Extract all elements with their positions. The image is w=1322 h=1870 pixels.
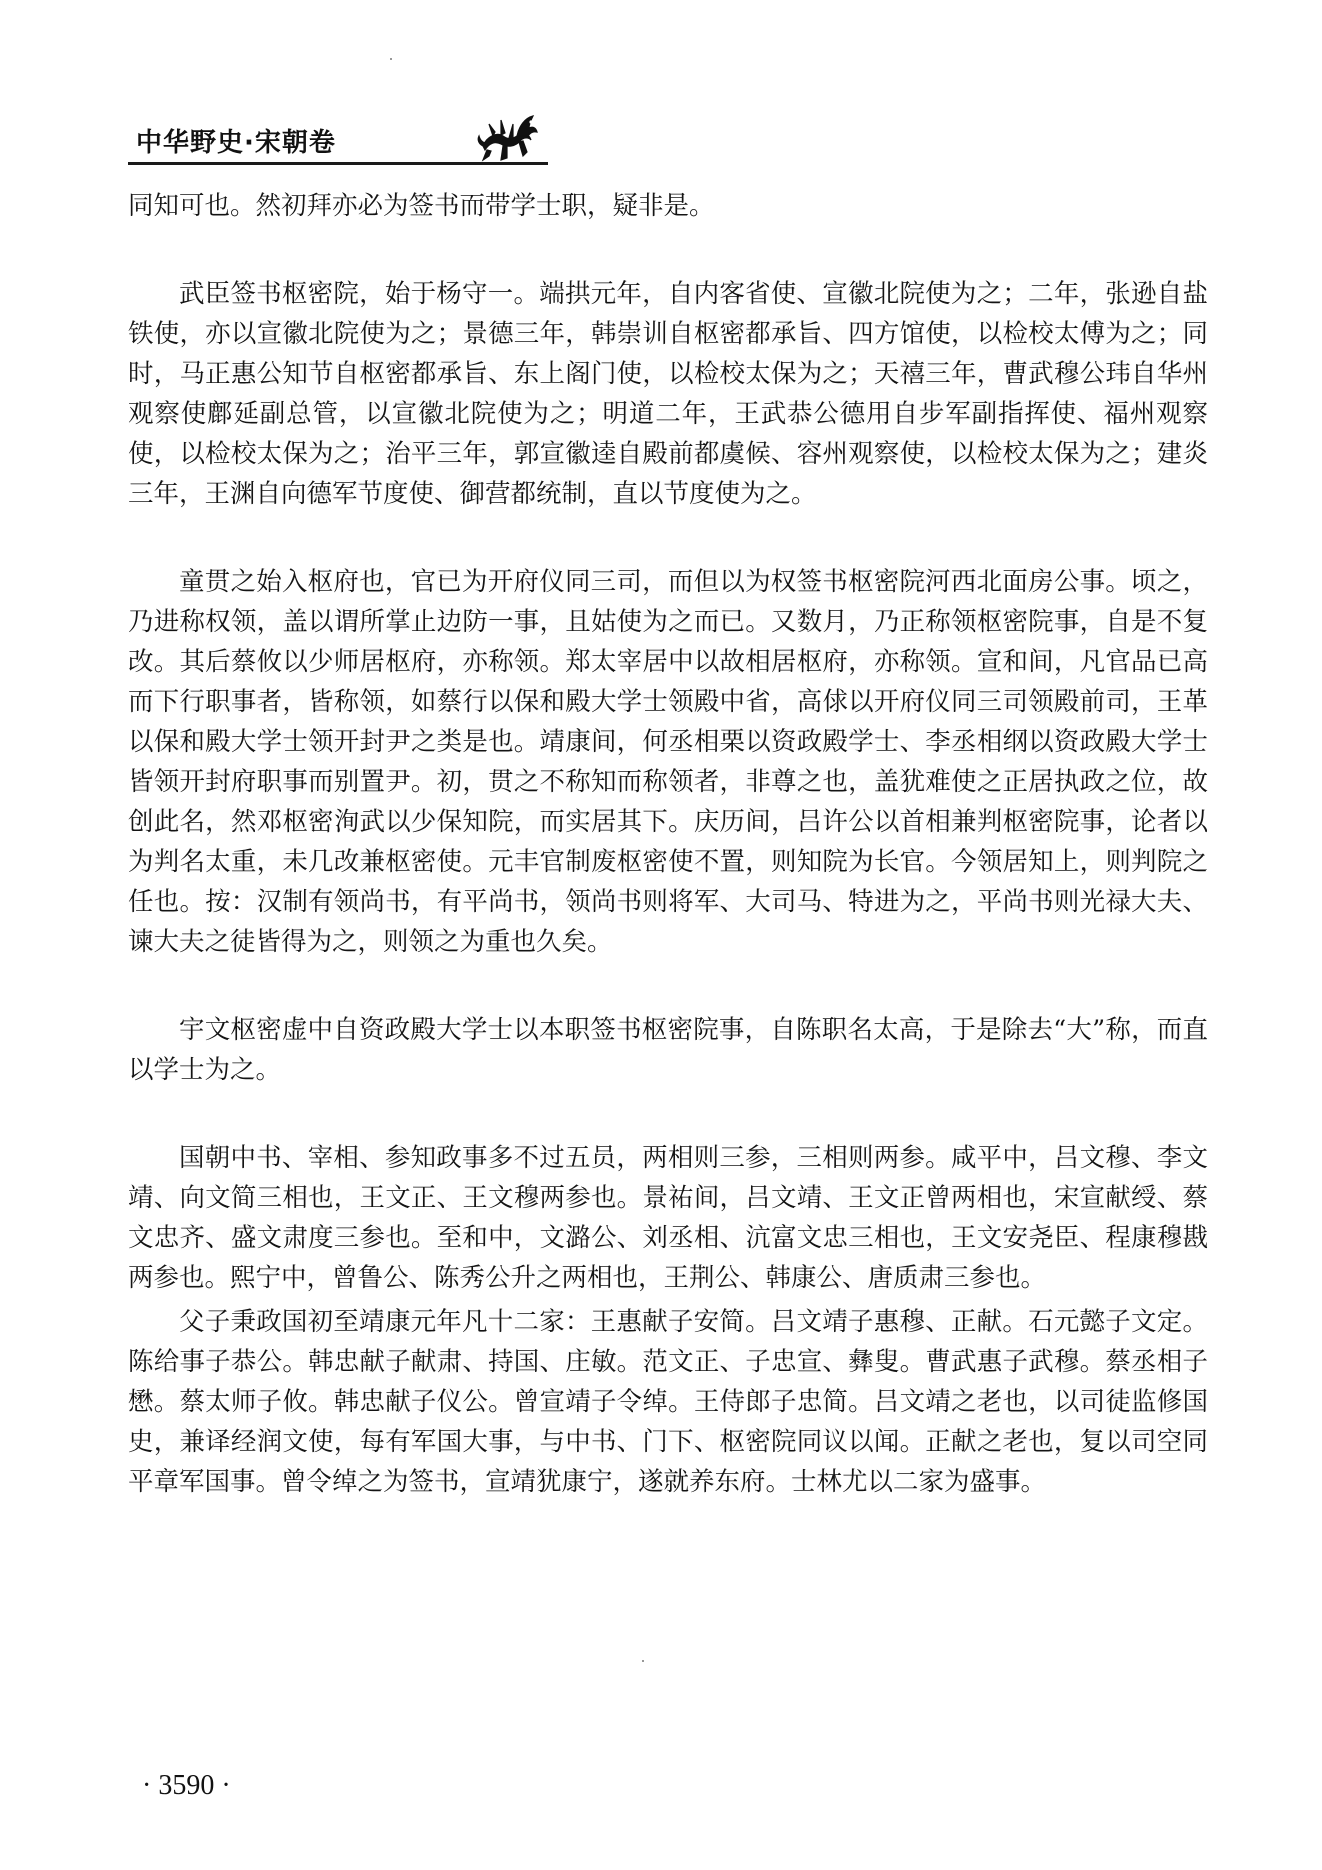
book-title: 中华野史·宋朝卷 <box>136 128 336 158</box>
scan-speck <box>390 58 392 60</box>
dragon-ornament-icon <box>473 106 541 164</box>
scan-speck <box>642 1660 644 1662</box>
body-text <box>128 186 1208 1502</box>
paragraph-continued: 同知可也。然初拜亦必为签书而带学士职，疑非是。 <box>128 191 715 221</box>
header-rule <box>128 162 548 165</box>
paragraph: 童贯之始入枢府也，官已为开府仪同三司，而但以为权签书枢密院河西北面房公事。顷之，乃进称权领，盖以谓所掌止边防一事，且姑使为之而已。又数月，乃正称领枢密院事，自是不复改。其后蔡攸以少师居枢府，亦称领。郑太宰居中以故相居枢府，亦称领。宣和间，凡官品已高而下行职事者，皆称领，如蔡行以保和殿大学士领殿中省，高俅以开府仪同三司领殿前司，王革以保和殿大学士领开封尹之类是也。靖康间，何丞相栗以资政殿学士、李丞相纲以资政殿大学士皆领开封府职事而别置尹。初，贯之不称知而称领者，非尊之也，盖犹难使之正居执政之位，故创此名，然邓枢密洵武以少保知院，而实居其下。庆历间，吕许公以首相兼判枢密院事，论者以为判名太重，未几改兼枢密使。元丰官制废枢密使不置，则知院为长官。今领居知上，则判院之任也。按：汉制有领尚书，有平尚书，领尚书则将军、大司马、特进为之，平尚书则光禄大夫、谏大夫之徒皆得为之，则领之为重也久矣。 <box>128 567 1208 957</box>
running-header <box>128 108 548 168</box>
page-number: · 3590 · <box>142 1770 231 1801</box>
paragraph: 父子秉政国初至靖康元年凡十二家：王惠献子安简。吕文靖子惠穆、正献。石元懿子文定。陈给事子恭公。韩忠献子献肃、持国、庄敏。范文正、子忠宣、彝叟。曹武惠子武穆。蔡丞相子懋。蔡太师子攸。韩忠献子仪公。曾宣靖子令绰。王侍郎子忠简。吕文靖之老也，以司徒监修国史，兼译经润文使，每有军国大事，与中书、门下、枢密院同议以闻。正献之老也，复以司空同平章军国事。曾令绰之为签书，宣靖犹康宁，遂就养东府。士林尤以二家为盛事。 <box>128 1307 1208 1497</box>
paragraph: 国朝中书、宰相、参知政事多不过五员，两相则三参，三相则两参。咸平中，吕文穆、李文靖、向文简三相也，王文正、王文穆两参也。景祐间，吕文靖、王文正曾两相也，宋宣献绶、蔡文忠齐、盛文肃度三参也。至和中，文潞公、刘丞相、沆富文忠三相也，王文安尧臣、程康穆戡两参也。熙宁中，曾鲁公、陈秀公升之两相也，王荆公、韩康公、唐质肃三参也。 <box>128 1143 1208 1293</box>
paragraph: 宇文枢密虚中自资政殿大学士以本职签书枢密院事，自陈职名太高，于是除去“大”称，而直以学士为之。 <box>128 1015 1208 1085</box>
paragraph: 武臣签书枢密院，始于杨守一。端拱元年，自内客省使、宣徽北院使为之；二年，张逊自盐铁使，亦以宣徽北院使为之；景德三年，韩崇训自枢密都承旨、四方馆使，以检校太傅为之；同时，马正惠公知节自枢密都承旨、东上阁门使，以检校太保为之；天禧三年，曹武穆公玮自华州观察使鄜延副总管，以宣徽北院使为之；明道二年，王武恭公德用自步军副指挥使、福州观察使，以检校太保为之；治平三年，郭宣徽逵自殿前都虞候、容州观察使，以检校太保为之；建炎三年，王渊自向德军节度使、御营都统制，直以节度使为之。 <box>128 279 1208 509</box>
